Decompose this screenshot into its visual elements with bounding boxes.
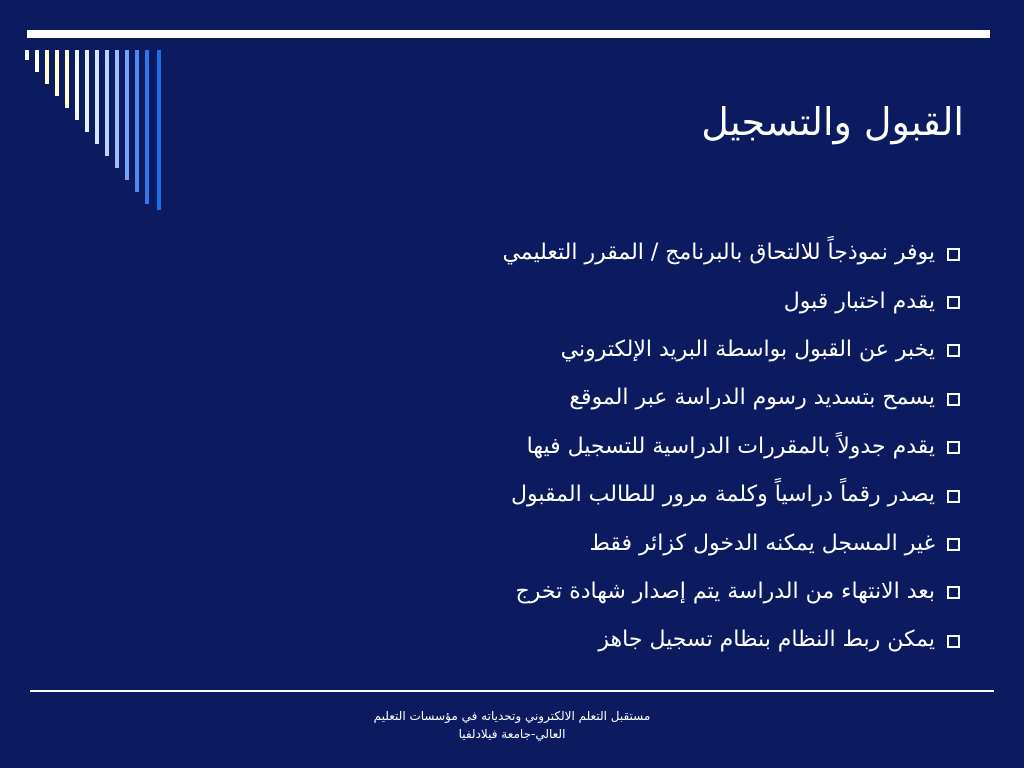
deco-bar <box>135 50 139 192</box>
square-bullet-icon <box>947 296 960 309</box>
bullet-item <box>320 616 960 664</box>
decorative-bars <box>25 50 175 210</box>
bullet-item <box>320 229 960 277</box>
bullet-item <box>320 374 960 422</box>
bullet-item <box>320 471 960 519</box>
square-bullet-icon <box>947 393 960 406</box>
bottom-rule <box>30 690 994 692</box>
bullet-text: بعد الانتهاء من الدراسة يتم إصدار شهادة تخرج <box>515 578 935 604</box>
deco-bar <box>45 50 49 84</box>
deco-bar <box>95 50 99 144</box>
bullet-text: يقدم اختبار قبول <box>783 288 935 314</box>
bullet-item <box>320 423 960 471</box>
square-bullet-icon <box>947 344 960 357</box>
deco-bar <box>75 50 79 120</box>
deco-bar <box>85 50 89 132</box>
deco-bar <box>145 50 149 204</box>
footer-line: العالي-جامعة فيلادلفيا <box>458 727 566 741</box>
deco-bar <box>35 50 39 72</box>
deco-bar <box>25 50 29 60</box>
bullet-item <box>320 568 960 616</box>
deco-bar <box>115 50 119 168</box>
square-bullet-icon <box>947 538 960 551</box>
bullet-text: يقدم جدولاً بالمقررات الدراسية للتسجيل فيها <box>526 433 935 459</box>
slide-title: القبول والتسجيل <box>701 100 964 144</box>
bullet-item <box>320 326 960 374</box>
deco-bar <box>55 50 59 96</box>
bullet-text: يمكن ربط النظام بنظام تسجيل جاهز <box>598 627 935 653</box>
square-bullet-icon <box>947 635 960 648</box>
bullet-list <box>320 229 960 665</box>
bullet-text: غير المسجل يمكنه الدخول كزائر فقط <box>589 530 935 556</box>
deco-bar <box>65 50 69 108</box>
deco-bar <box>125 50 129 180</box>
bullet-text: يسمح بتسديد رسوم الدراسة عبر الموقع <box>569 385 935 411</box>
bullet-item <box>320 519 960 567</box>
bullet-text: يوفر نموذجاً للالتحاق بالبرنامج / المقرر التعليمي <box>502 240 935 266</box>
bullet-text: يخبر عن القبول بواسطة البريد الإلكتروني <box>560 336 935 362</box>
footer <box>362 707 662 743</box>
square-bullet-icon <box>947 490 960 503</box>
deco-bar <box>157 50 161 210</box>
square-bullet-icon <box>947 441 960 454</box>
square-bullet-icon <box>947 248 960 261</box>
footer-line: مستقبل التعلم الالكتروني وتحدياته في مؤسسات التعليم <box>373 709 651 723</box>
deco-bar <box>105 50 109 156</box>
bullet-text: يصدر رقماً دراسياً وكلمة مرور للطالب المقبول <box>511 482 935 508</box>
top-rule <box>27 30 990 38</box>
square-bullet-icon <box>947 586 960 599</box>
bullet-item <box>320 277 960 325</box>
